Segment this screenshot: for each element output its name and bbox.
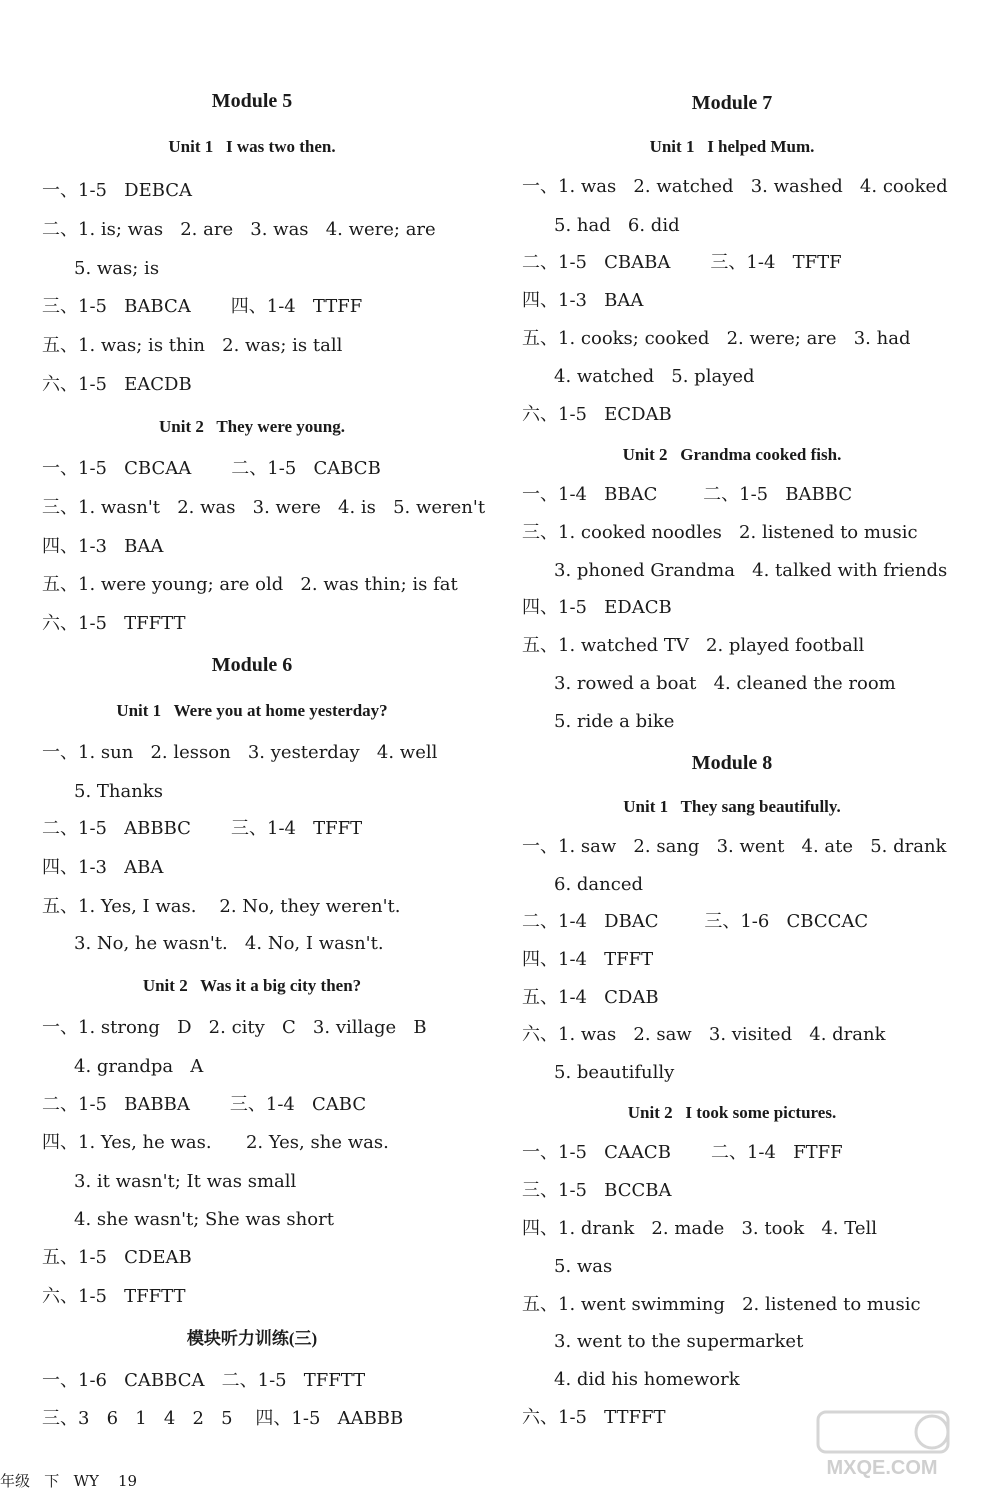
answer-line: 四、1. drank 2. made 3. took 4. Tell xyxy=(522,1218,877,1239)
answer-line: 六、1-5 EACDB xyxy=(42,374,192,395)
answer-line: 4. grandpa A xyxy=(74,1056,204,1077)
page-footer: 年级 下 WY 19 xyxy=(0,1472,138,1490)
answer-line: 六、1-5 TFFTT xyxy=(42,613,186,634)
answer-line: 一、1. sun 2. lesson 3. yesterday 4. well xyxy=(42,742,438,763)
answer-line: 3. went to the supermarket xyxy=(554,1331,804,1352)
answer-line: 四、1-3 BAA xyxy=(42,536,164,557)
module-5-unit-2-title: Unit 2 They were young. xyxy=(159,417,345,436)
answer-line: 五、1. cooks; cooked 2. were; are 3. had xyxy=(522,328,911,349)
answer-line: 五、1. watched TV 2. played football xyxy=(522,635,865,656)
answer-line: 5. was xyxy=(554,1256,613,1277)
answer-line: 四、1-5 EDACB xyxy=(522,597,672,618)
answer-line: 二、1-5 CBABA 三、1-4 TFTF xyxy=(522,252,842,273)
answer-line: 四、1-3 BAA xyxy=(522,290,644,311)
answer-line: 3. No, he wasn't. 4. No, I wasn't. xyxy=(74,933,384,954)
answer-line: 四、1-4 TFFT xyxy=(522,949,654,970)
module-5-title: Module 5 xyxy=(211,90,293,112)
answer-line: 3. it wasn't; It was small xyxy=(74,1171,297,1192)
answer-line: 一、1. saw 2. sang 3. went 4. ate 5. drank xyxy=(522,836,947,857)
watermark-badge-icon xyxy=(818,1412,948,1452)
watermark-text: MXQE.COM xyxy=(826,1457,938,1479)
answer-line: 六、1-5 ECDAB xyxy=(522,404,672,425)
answer-line: 5. was; is xyxy=(74,258,160,279)
answer-line: 4. did his homework xyxy=(554,1369,740,1390)
module-7-unit-1-title: Unit 1 I helped Mum. xyxy=(649,137,815,156)
answer-line: 三、1-5 BABCA 四、1-4 TTFF xyxy=(42,296,363,317)
answer-line: 四、1-3 ABA xyxy=(42,857,164,878)
answer-line: 二、1-5 BABBA 三、1-4 CABC xyxy=(42,1094,367,1115)
module-8-title: Module 8 xyxy=(691,752,773,774)
answer-line: 5. Thanks xyxy=(74,781,163,802)
answer-line: 六、1-5 TFFTT xyxy=(42,1286,186,1307)
module-7-unit-2-title: Unit 2 Grandma cooked fish. xyxy=(622,445,842,464)
answer-line: 五、1. were young; are old 2. was thin; is fat xyxy=(42,574,458,595)
answer-line: 4. she wasn't; She was short xyxy=(74,1209,334,1230)
answer-line: 3. phoned Grandma 4. talked with friends xyxy=(554,560,948,581)
answer-line: 一、1-4 BBAC 二、1-5 BABBC xyxy=(522,484,853,505)
module-6-unit-1-title: Unit 1 Were you at home yesterday? xyxy=(116,701,388,720)
answer-line: 五、1. went swimming 2. listened to music xyxy=(522,1294,921,1315)
answer-line: 二、1-4 DBAC 三、1-6 CBCCAC xyxy=(522,911,869,932)
answer-line: 五、1-5 CDEAB xyxy=(42,1247,192,1268)
answer-line: 四、1. Yes, he was. 2. Yes, she was. xyxy=(42,1132,389,1153)
answer-line: 6. danced xyxy=(554,874,643,895)
answer-line: 一、1-5 CAACB 二、1-4 FTFF xyxy=(522,1142,843,1163)
answer-line: 一、1. strong D 2. city C 3. village B xyxy=(42,1017,427,1038)
answer-line: 一、1-6 CABBCA 二、1-5 TFFTT xyxy=(42,1370,366,1391)
answer-line: 三、1. cooked noodles 2. listened to music xyxy=(522,522,918,543)
listening-training-title: 模块听力训练(三) xyxy=(186,1329,318,1348)
answer-line: 二、1. is; was 2. are 3. was 4. were; are xyxy=(42,219,436,240)
answer-line: 五、1. was; is thin 2. was; is tall xyxy=(42,335,343,356)
answer-line: 3. rowed a boat 4. cleaned the room xyxy=(554,673,896,694)
answer-line: 三、1. wasn't 2. was 3. were 4. is 5. weren't xyxy=(42,497,486,518)
watermark-logo xyxy=(782,1408,982,1480)
answer-line: 5. had 6. did xyxy=(554,215,680,236)
answer-line: 三、3 6 1 4 2 5 四、1-5 AABBB xyxy=(42,1408,404,1429)
module-7-title: Module 7 xyxy=(691,92,773,114)
answer-line: 4. watched 5. played xyxy=(554,366,755,387)
module-8-unit-2-title: Unit 2 I took some pictures. xyxy=(627,1103,837,1122)
module-5-unit-1-title: Unit 1 I was two then. xyxy=(168,137,336,156)
module-6-unit-2-title: Unit 2 Was it a big city then? xyxy=(142,976,362,995)
answer-line: 二、1-5 ABBBC 三、1-4 TFFT xyxy=(42,818,363,839)
answer-line: 五、1-4 CDAB xyxy=(522,987,659,1008)
module-6-title: Module 6 xyxy=(211,654,293,676)
answer-line: 五、1. Yes, I was. 2. No, they weren't. xyxy=(42,896,401,917)
answer-line: 5. beautifully xyxy=(554,1062,675,1083)
module-8-unit-1-title: Unit 1 They sang beautifully. xyxy=(623,797,841,816)
answer-line: 三、1-5 BCCBA xyxy=(522,1180,672,1201)
watermark-circle-icon xyxy=(916,1416,948,1448)
answer-line: 一、1-5 DEBCA xyxy=(42,180,193,201)
answer-line: 六、1-5 TTFFT xyxy=(522,1407,666,1428)
answer-line: 六、1. was 2. saw 3. visited 4. drank xyxy=(522,1024,886,1045)
answer-line: 一、1-5 CBCAA 二、1-5 CABCB xyxy=(42,458,381,479)
answer-line: 一、1. was 2. watched 3. washed 4. cooked xyxy=(522,176,948,197)
answer-line: 5. ride a bike xyxy=(554,711,675,732)
